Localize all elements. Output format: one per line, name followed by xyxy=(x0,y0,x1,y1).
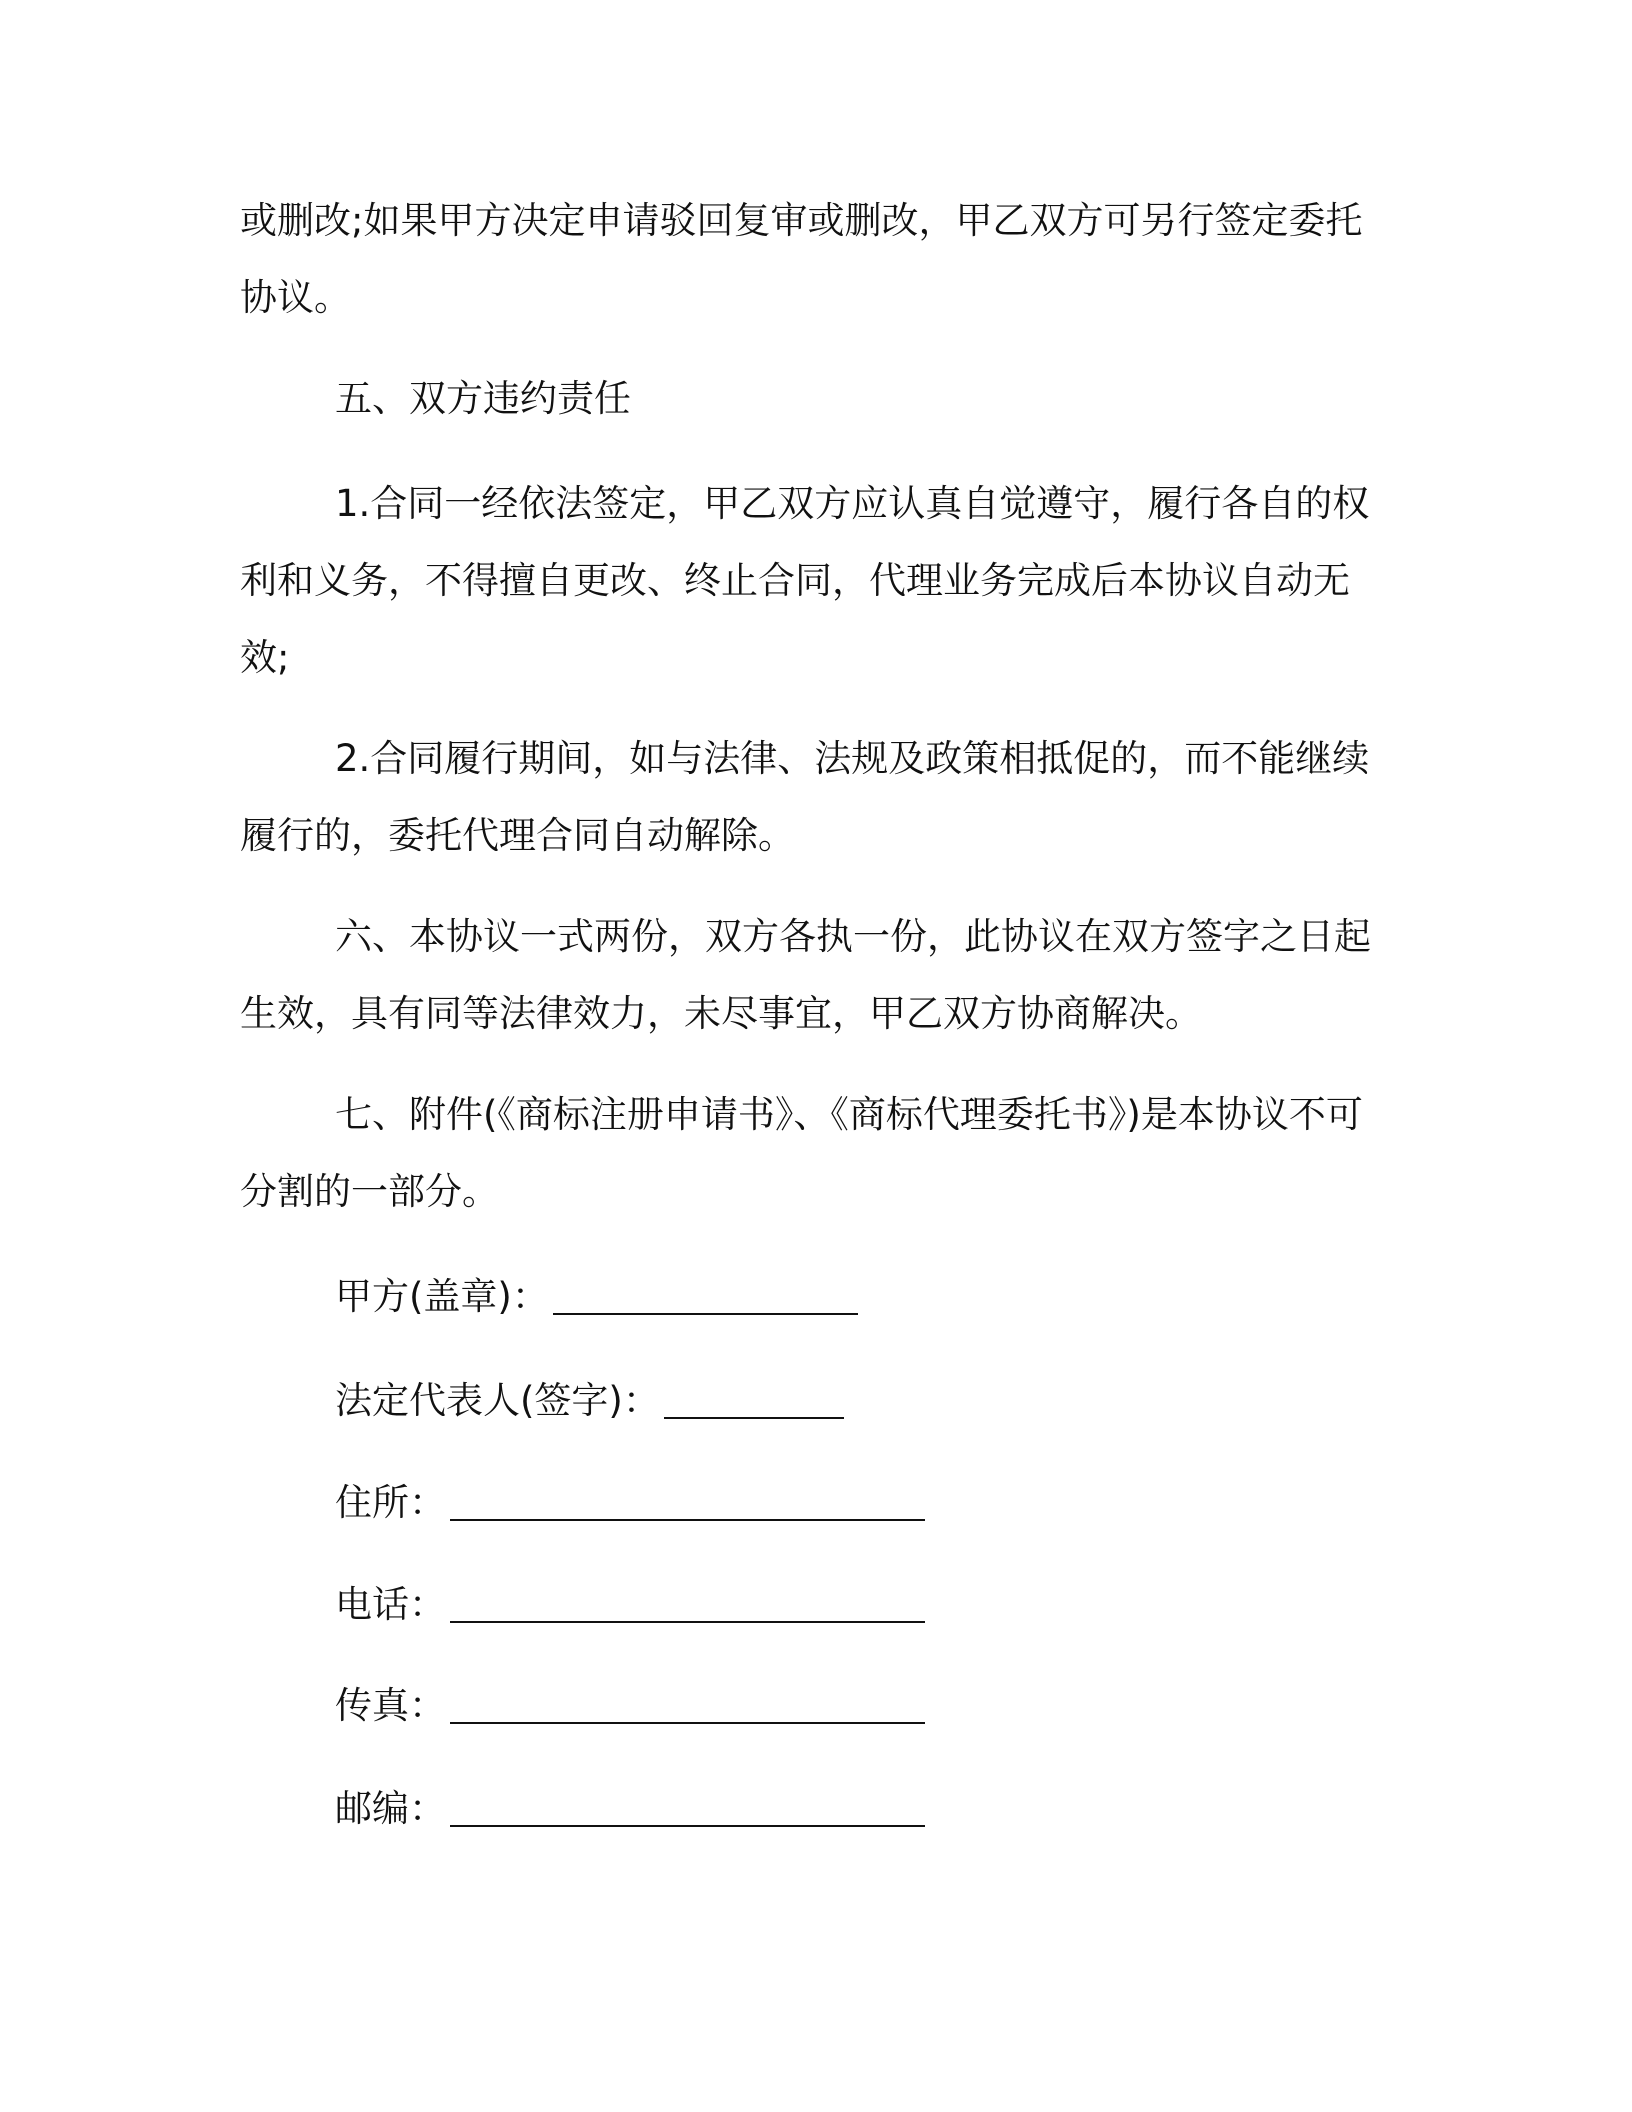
signature-field-fax xyxy=(335,1667,925,1744)
section-heading-breach: 五、双方违约责任 xyxy=(335,377,631,420)
signature-field-legal-rep xyxy=(335,1362,844,1439)
field-label: 甲方(盖章)： xyxy=(335,1275,549,1318)
signature-field-party-a xyxy=(335,1258,858,1335)
field-label: 住所： xyxy=(335,1481,446,1524)
field-label: 法定代表人(签字)： xyxy=(335,1379,660,1422)
fill-in-line xyxy=(450,1692,925,1724)
field-label: 传真： xyxy=(335,1684,446,1727)
fill-in-line xyxy=(450,1489,925,1521)
signature-field-postcode xyxy=(335,1770,925,1847)
paragraph-section-six: 六、本协议一式两份，双方各执一份，此协议在双方签字之日起生效，具有同等法律效力，未尽事宜，甲乙双方协商解决。 xyxy=(240,915,1371,1035)
signature-field-address xyxy=(335,1464,925,1541)
paragraph-clause-1: 1.合同一经依法签定，甲乙双方应认真自觉遵守，履行各自的权利和义务，不得擅自更改、终止合同，代理业务完成后本协议自动无效; xyxy=(240,482,1370,679)
field-label: 电话： xyxy=(335,1583,446,1626)
fill-in-line xyxy=(664,1387,844,1419)
fill-in-line xyxy=(450,1795,925,1827)
fill-in-line xyxy=(553,1283,858,1315)
signature-field-phone xyxy=(335,1566,925,1643)
fill-in-line xyxy=(450,1591,925,1623)
paragraph-section-seven: 七、附件(《商标注册申请书》、《商标代理委托书》)是本协议不可分割的一部分。 xyxy=(240,1093,1363,1213)
field-label: 邮编： xyxy=(335,1787,446,1830)
paragraph-continuation: 或删改;如果甲方决定申请驳回复审或删改，甲乙双方可另行签定委托协议。 xyxy=(240,199,1363,319)
paragraph-clause-2: 2.合同履行期间，如与法律、法规及政策相抵促的，而不能继续履行的，委托代理合同自动解除。 xyxy=(240,737,1370,857)
